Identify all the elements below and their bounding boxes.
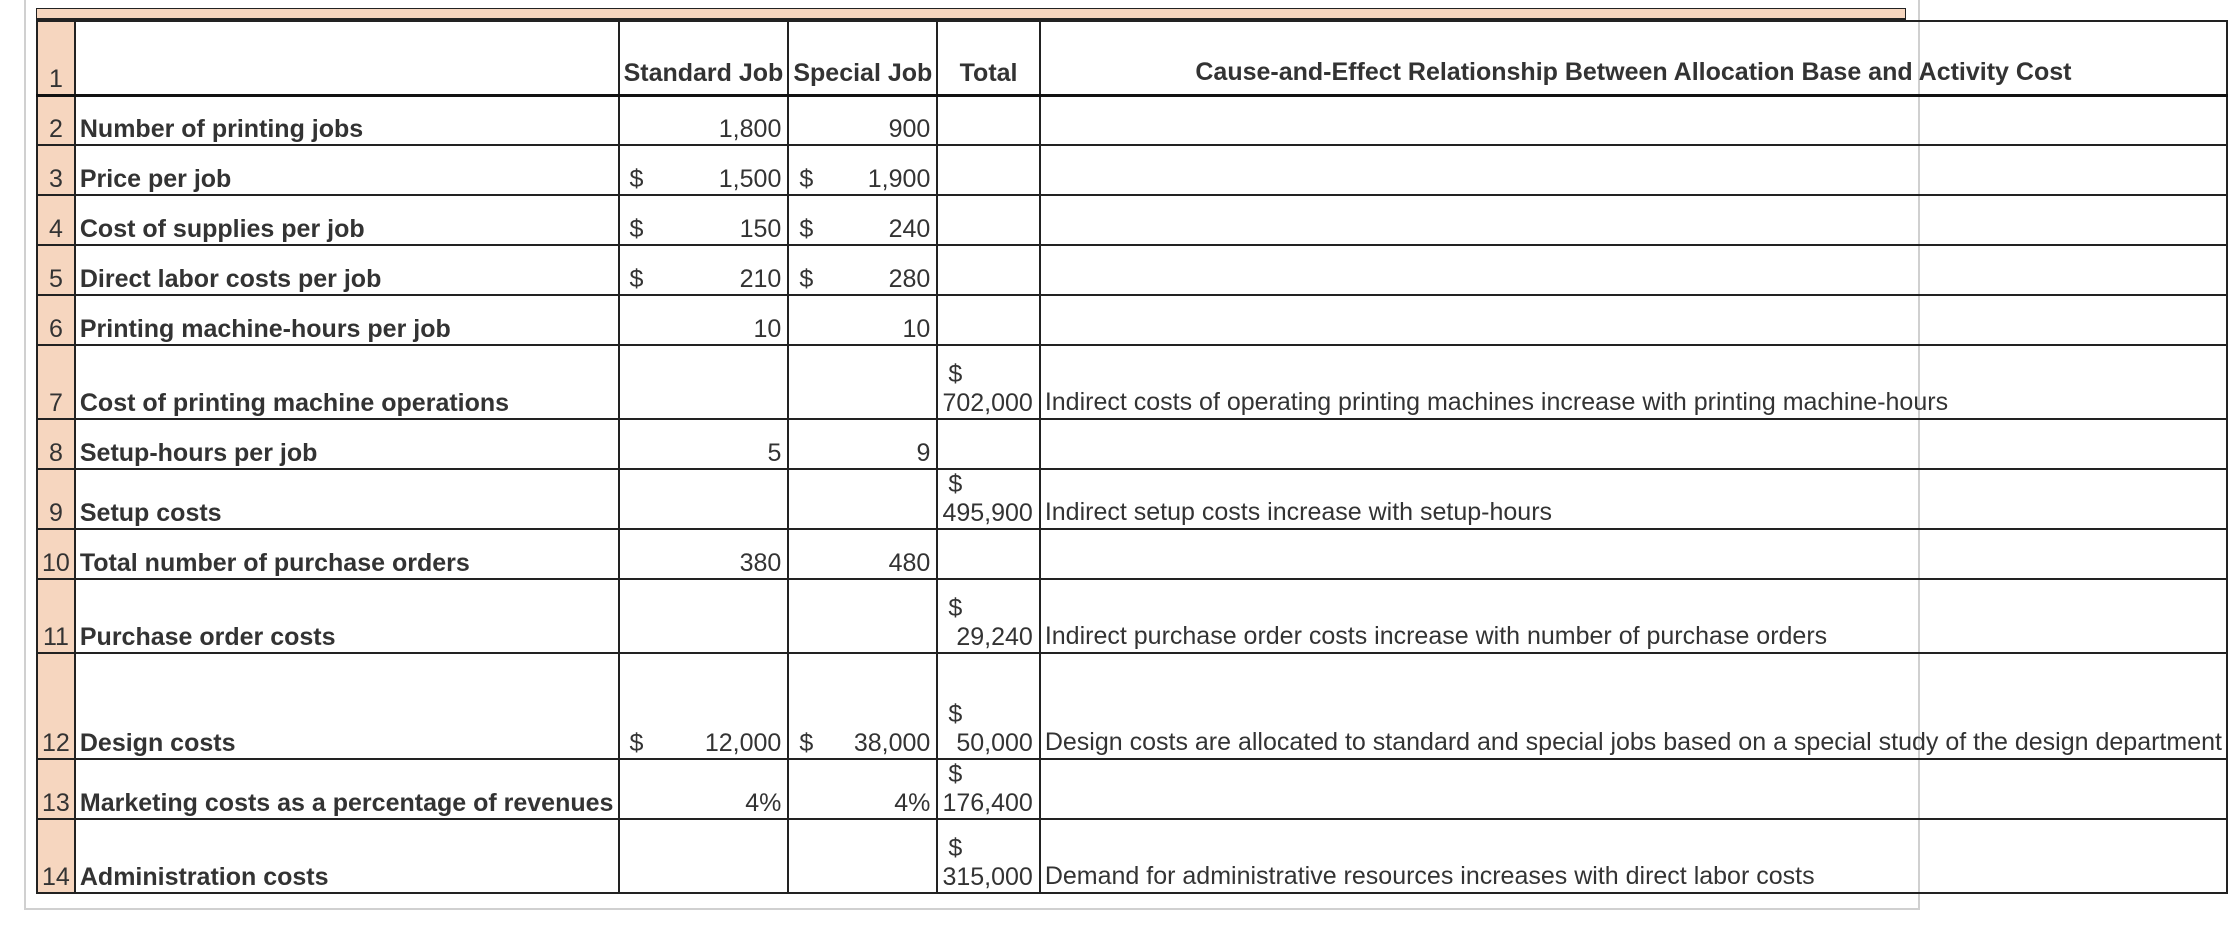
row-label[interactable]: Cost of printing machine operations (75, 345, 619, 419)
row-label[interactable]: Printing machine-hours per job (75, 295, 619, 345)
total-cell[interactable] (937, 819, 1039, 893)
table-row (37, 345, 2227, 419)
currency-symbol: $ (948, 360, 963, 388)
total-cell[interactable] (937, 529, 1039, 579)
row-number[interactable]: 10 (37, 529, 75, 579)
total-value: 315,000 (942, 863, 1033, 891)
special-job-value: 9 (916, 439, 931, 467)
cause-effect-cell[interactable]: Indirect costs of operating printing machines increase with printing machine-hours (1040, 345, 2227, 419)
row-number[interactable]: 7 (37, 345, 75, 419)
cause-effect-cell[interactable]: Indirect purchase order costs increase with number of purchase orders (1040, 579, 2227, 653)
cause-effect-cell[interactable] (1040, 295, 2227, 345)
currency-symbol: $ (799, 265, 814, 293)
special-job-header[interactable]: Special Job (788, 21, 937, 95)
total-cell[interactable] (937, 579, 1039, 653)
total-cell[interactable] (937, 195, 1039, 245)
cause-effect-cell[interactable]: Design costs are allocated to standard and special jobs based on a special study of the design department (1040, 653, 2227, 759)
header-row (37, 21, 2227, 95)
special-job-value: 1,900 (867, 165, 931, 193)
currency-symbol: $ (799, 215, 814, 243)
cause-effect-header[interactable]: Cause-and-Effect Relationship Between Allocation Base and Activity Cost (1040, 21, 2227, 95)
currency-symbol: $ (629, 215, 644, 243)
currency-symbol: $ (948, 834, 963, 862)
row-label[interactable]: Design costs (75, 653, 619, 759)
currency-symbol: $ (629, 265, 644, 293)
row-label[interactable]: Cost of supplies per job (75, 195, 619, 245)
standard-job-cell[interactable] (619, 419, 789, 469)
special-job-cell[interactable] (788, 529, 937, 579)
table-row (37, 819, 2227, 893)
standard-job-cell[interactable] (619, 245, 789, 295)
row-number[interactable]: 5 (37, 245, 75, 295)
currency-symbol: $ (948, 760, 963, 788)
total-cell[interactable] (937, 345, 1039, 419)
special-job-cell[interactable] (788, 145, 937, 195)
standard-job-cell[interactable] (619, 653, 789, 759)
standard-job-value: 1,800 (718, 115, 782, 143)
row-label[interactable]: Direct labor costs per job (75, 245, 619, 295)
total-cell[interactable] (937, 145, 1039, 195)
special-job-value: 240 (888, 215, 931, 243)
special-job-value: 900 (888, 115, 931, 143)
row-label[interactable]: Marketing costs as a percentage of revenues (75, 759, 619, 819)
special-job-cell[interactable] (788, 345, 937, 419)
currency-symbol: $ (629, 165, 644, 193)
row-number[interactable]: 6 (37, 295, 75, 345)
currency-symbol: $ (948, 470, 963, 498)
special-job-cell[interactable] (788, 295, 937, 345)
special-job-cell[interactable] (788, 579, 937, 653)
special-job-value: 4% (894, 789, 931, 817)
row-label[interactable]: Number of printing jobs (75, 95, 619, 145)
total-header[interactable]: Total (937, 21, 1039, 95)
row-number[interactable]: 3 (37, 145, 75, 195)
cause-effect-cell[interactable] (1040, 145, 2227, 195)
row-number[interactable]: 14 (37, 819, 75, 893)
total-value: 176,400 (942, 789, 1033, 817)
row-label[interactable]: Purchase order costs (75, 579, 619, 653)
cause-effect-cell[interactable] (1040, 195, 2227, 245)
special-job-value: 480 (888, 549, 931, 577)
special-job-cell[interactable] (788, 195, 937, 245)
standard-job-cell[interactable] (619, 469, 789, 529)
cause-effect-cell[interactable] (1040, 529, 2227, 579)
cost-data-table (36, 20, 2228, 894)
table-row (37, 295, 2227, 345)
standard-job-value: 210 (739, 265, 782, 293)
table-row (37, 653, 2227, 759)
cause-effect-cell[interactable]: Demand for administrative resources increases with direct labor costs (1040, 819, 2227, 893)
total-value: 495,900 (942, 499, 1033, 527)
total-cell[interactable] (937, 245, 1039, 295)
row-number[interactable]: 1 (37, 21, 75, 95)
table-row (37, 529, 2227, 579)
table-row (37, 145, 2227, 195)
standard-job-cell[interactable] (619, 819, 789, 893)
currency-symbol: $ (948, 700, 963, 728)
row-label[interactable]: Price per job (75, 145, 619, 195)
standard-job-value: 1,500 (718, 165, 782, 193)
currency-symbol: $ (799, 165, 814, 193)
standard-job-cell[interactable] (619, 195, 789, 245)
special-job-value: 10 (902, 315, 931, 343)
table-row (37, 469, 2227, 529)
header-strip (36, 8, 1906, 20)
total-cell[interactable] (937, 759, 1039, 819)
currency-symbol: $ (629, 729, 644, 757)
standard-job-cell[interactable] (619, 759, 789, 819)
table-row (37, 95, 2227, 145)
cause-effect-cell[interactable]: Indirect setup costs increase with setup-hours (1040, 469, 2227, 529)
standard-job-header[interactable]: Standard Job (619, 21, 789, 95)
row-label[interactable]: Setup costs (75, 469, 619, 529)
row-number[interactable]: 2 (37, 95, 75, 145)
standard-job-value: 150 (739, 215, 782, 243)
total-cell[interactable] (937, 469, 1039, 529)
standard-job-cell[interactable] (619, 579, 789, 653)
special-job-cell[interactable] (788, 819, 937, 893)
table-row (37, 579, 2227, 653)
table-row (37, 195, 2227, 245)
row-number[interactable]: 8 (37, 419, 75, 469)
standard-job-value: 5 (767, 439, 782, 467)
cause-effect-cell[interactable] (1040, 419, 2227, 469)
currency-symbol: $ (799, 729, 814, 757)
table-row (37, 759, 2227, 819)
total-cell[interactable] (937, 653, 1039, 759)
cause-effect-cell[interactable] (1040, 245, 2227, 295)
special-job-cell[interactable] (788, 759, 937, 819)
currency-symbol: $ (948, 594, 963, 622)
row-number[interactable]: 11 (37, 579, 75, 653)
cause-effect-cell[interactable] (1040, 95, 2227, 145)
special-job-cell[interactable] (788, 95, 937, 145)
special-job-value: 38,000 (853, 729, 931, 757)
total-value: 50,000 (956, 729, 1033, 757)
special-job-cell[interactable] (788, 653, 937, 759)
standard-job-cell[interactable] (619, 295, 789, 345)
row-label[interactable]: Total number of purchase orders (75, 529, 619, 579)
row-number[interactable]: 4 (37, 195, 75, 245)
standard-job-cell[interactable] (619, 95, 789, 145)
label-header-cell[interactable] (75, 21, 619, 95)
row-number[interactable]: 9 (37, 469, 75, 529)
total-value: 702,000 (942, 389, 1033, 417)
standard-job-cell[interactable] (619, 529, 789, 579)
standard-job-cell[interactable] (619, 145, 789, 195)
table-row (37, 419, 2227, 469)
row-number[interactable]: 12 (37, 653, 75, 759)
special-job-cell[interactable] (788, 245, 937, 295)
row-label[interactable]: Administration costs (75, 819, 619, 893)
special-job-cell[interactable] (788, 469, 937, 529)
total-cell[interactable] (937, 95, 1039, 145)
table-row (37, 245, 2227, 295)
total-value: 29,240 (956, 623, 1033, 651)
total-cell[interactable] (937, 419, 1039, 469)
standard-job-value: 12,000 (704, 729, 782, 757)
special-job-value: 280 (888, 265, 931, 293)
row-number[interactable]: 13 (37, 759, 75, 819)
standard-job-cell[interactable] (619, 345, 789, 419)
row-label[interactable]: Setup-hours per job (75, 419, 619, 469)
special-job-cell[interactable] (788, 419, 937, 469)
cause-effect-cell[interactable] (1040, 759, 2227, 819)
standard-job-value: 10 (753, 315, 782, 343)
standard-job-value: 4% (745, 789, 782, 817)
total-cell[interactable] (937, 295, 1039, 345)
standard-job-value: 380 (739, 549, 782, 577)
